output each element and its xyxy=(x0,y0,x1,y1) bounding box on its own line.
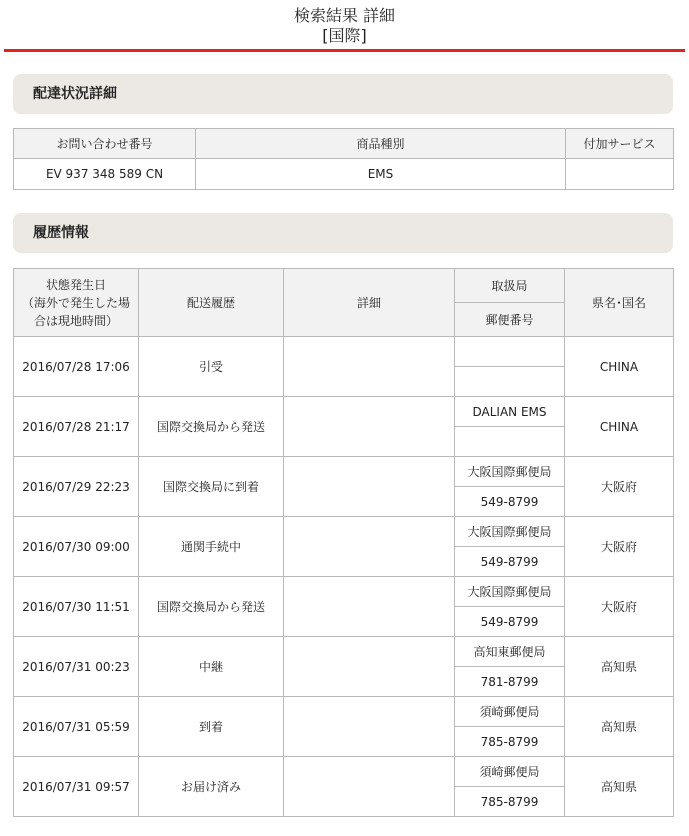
product-type: EMS xyxy=(196,159,566,190)
history-detail xyxy=(284,337,455,397)
header-divider xyxy=(4,49,685,52)
history-region: CHINA xyxy=(565,337,674,397)
history-region: 大阪府 xyxy=(565,517,674,577)
history-status: 到着 xyxy=(139,697,284,757)
history-date: 2016/07/31 00:23 xyxy=(14,637,139,697)
history-table xyxy=(13,268,674,817)
delivery-status-heading: 配達状況詳細 xyxy=(33,86,117,102)
column-header-office: 取扱局 xyxy=(455,269,565,303)
table-row xyxy=(14,457,674,487)
column-header-additional-service: 付加サービス xyxy=(566,129,674,159)
history-detail xyxy=(284,397,455,457)
history-region: 大阪府 xyxy=(565,457,674,517)
history-date: 2016/07/28 17:06 xyxy=(14,337,139,397)
history-postal: 781-8799 xyxy=(455,667,565,697)
column-header-region: 県名･国名 xyxy=(565,269,674,337)
column-header-date-line3: 合は現地時間） xyxy=(33,313,118,328)
history-status: 中継 xyxy=(139,637,284,697)
history-heading: 履歴情報 xyxy=(33,225,89,241)
column-header-postal: 郵便番号 xyxy=(455,303,565,337)
tracking-number: EV 937 348 589 CN xyxy=(14,159,196,190)
table-header-row xyxy=(14,129,674,159)
column-header-tracking-number: お問い合わせ番号 xyxy=(14,129,196,159)
column-header-date xyxy=(14,269,139,337)
delivery-status-section-header xyxy=(13,74,673,114)
table-row xyxy=(14,337,674,367)
history-detail xyxy=(284,577,455,637)
history-section-header xyxy=(13,213,673,253)
history-postal: 549-8799 xyxy=(455,487,565,517)
column-header-product-type: 商品種別 xyxy=(196,129,566,159)
history-office: DALIAN EMS xyxy=(455,397,565,427)
history-region: 高知県 xyxy=(565,757,674,817)
history-region: 高知県 xyxy=(565,637,674,697)
history-date: 2016/07/28 21:17 xyxy=(14,397,139,457)
table-row xyxy=(14,697,674,727)
table-row xyxy=(14,757,674,787)
history-detail xyxy=(284,697,455,757)
history-status: 国際交換局に到着 xyxy=(139,457,284,517)
history-status: 国際交換局から発送 xyxy=(139,397,284,457)
history-detail xyxy=(284,637,455,697)
column-header-date-line2: （海外で発生した場 xyxy=(21,295,130,310)
additional-service xyxy=(566,159,674,190)
table-header-row xyxy=(14,269,674,303)
table-row xyxy=(14,159,674,190)
history-office: 高知東郵便局 xyxy=(455,637,565,667)
history-postal: 785-8799 xyxy=(455,727,565,757)
history-postal xyxy=(455,427,565,457)
history-office xyxy=(455,337,565,367)
history-status: 通関手続中 xyxy=(139,517,284,577)
table-row xyxy=(14,517,674,547)
page-title: 検索結果 詳細 xyxy=(293,6,396,25)
history-postal: 549-8799 xyxy=(455,547,565,577)
history-region: 高知県 xyxy=(565,697,674,757)
history-date: 2016/07/31 05:59 xyxy=(14,697,139,757)
history-date: 2016/07/30 09:00 xyxy=(14,517,139,577)
history-date: 2016/07/29 22:23 xyxy=(14,457,139,517)
history-office: 大阪国際郵便局 xyxy=(455,577,565,607)
table-row xyxy=(14,577,674,607)
column-header-status: 配送履歴 xyxy=(139,269,284,337)
column-header-date-line1: 状態発生日 xyxy=(45,277,106,292)
history-postal: 785-8799 xyxy=(455,787,565,817)
history-office: 須崎郵便局 xyxy=(455,757,565,787)
history-detail xyxy=(284,757,455,817)
history-date: 2016/07/30 11:51 xyxy=(14,577,139,637)
history-postal: 549-8799 xyxy=(455,607,565,637)
history-detail xyxy=(284,517,455,577)
history-office: 大阪国際郵便局 xyxy=(455,457,565,487)
history-status: お届け済み xyxy=(139,757,284,817)
column-header-detail: 詳細 xyxy=(284,269,455,337)
history-date: 2016/07/31 09:57 xyxy=(14,757,139,817)
delivery-summary-table xyxy=(13,128,674,190)
history-region: 大阪府 xyxy=(565,577,674,637)
history-postal xyxy=(455,367,565,397)
history-office: 須崎郵便局 xyxy=(455,697,565,727)
table-row xyxy=(14,637,674,667)
history-status: 引受 xyxy=(139,337,284,397)
history-office: 大阪国際郵便局 xyxy=(455,517,565,547)
page-subtitle: [国際] xyxy=(322,26,367,45)
history-detail xyxy=(284,457,455,517)
table-row xyxy=(14,397,674,427)
history-region: CHINA xyxy=(565,397,674,457)
history-status: 国際交換局から発送 xyxy=(139,577,284,637)
